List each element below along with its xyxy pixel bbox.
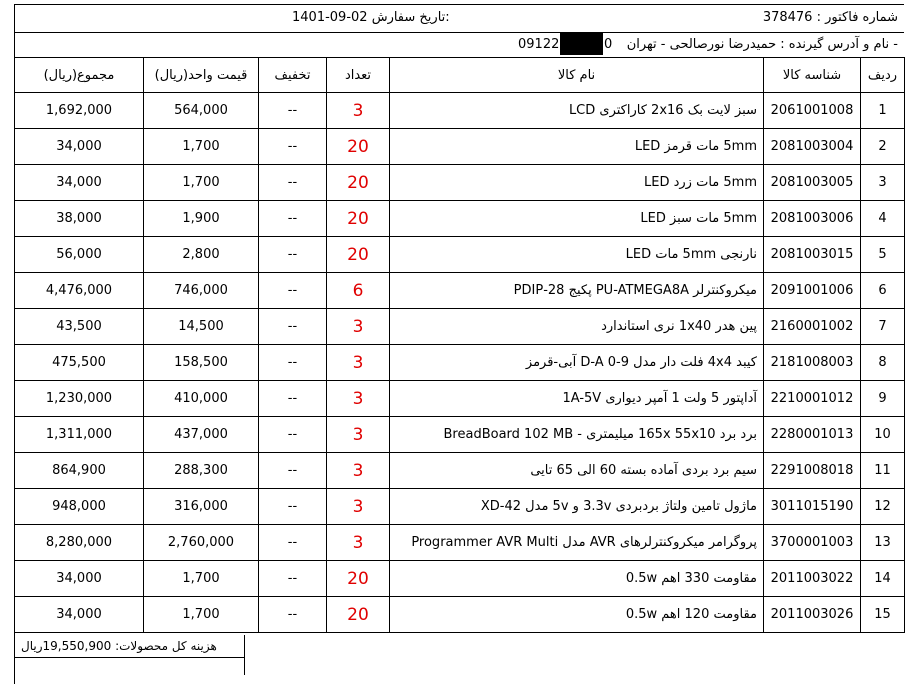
discount: -- xyxy=(259,345,327,381)
product-name: پین هدر 1x40 نری استاندارد xyxy=(390,309,764,345)
col-qty-header: تعداد xyxy=(327,58,390,93)
product-name: نارنجی 5mm مات LED xyxy=(390,237,764,273)
line-total: 34,000 xyxy=(15,129,144,165)
discount: -- xyxy=(259,165,327,201)
table-row xyxy=(15,201,905,237)
recipient-value: حمیدرضا نورصالحی - تهران - xyxy=(626,37,898,52)
unit-price: 288,300 xyxy=(144,453,259,489)
table-row xyxy=(15,381,905,417)
line-total: 1,230,000 xyxy=(15,381,144,417)
row-index: 2 xyxy=(861,129,905,165)
product-code: 2160001002 xyxy=(764,309,861,345)
product-code: 2280001013 xyxy=(764,417,861,453)
quantity: 3 xyxy=(327,453,390,489)
unit-price: 2,800 xyxy=(144,237,259,273)
order-date xyxy=(292,10,450,25)
line-total: 43,500 xyxy=(15,309,144,345)
col-index-header: ردیف xyxy=(861,58,905,93)
quantity: 20 xyxy=(327,201,390,237)
product-name: مقاومت 120 اهم 0.5w xyxy=(390,597,764,633)
footer-divider xyxy=(14,657,245,658)
product-name: پروگرامر میکروکنترلرهای AVR مدل Programmer AVR Multi xyxy=(390,525,764,561)
product-name: سبز لایت بک 2x16 کاراکتری LCD xyxy=(390,93,764,129)
product-code: 2081003005 xyxy=(764,165,861,201)
invoice-label: شماره فاکتور : xyxy=(816,10,898,25)
unit-price: 564,000 xyxy=(144,93,259,129)
quantity: 3 xyxy=(327,93,390,129)
quantity: 3 xyxy=(327,345,390,381)
table-row xyxy=(15,309,905,345)
quantity: 20 xyxy=(327,165,390,201)
table-row xyxy=(15,561,905,597)
product-name: مقاومت 330 اهم 0.5w xyxy=(390,561,764,597)
line-total: 4,476,000 xyxy=(15,273,144,309)
row-index: 11 xyxy=(861,453,905,489)
line-total: 475,500 xyxy=(15,345,144,381)
product-code: 3011015190 xyxy=(764,489,861,525)
product-code: 2081003004 xyxy=(764,129,861,165)
quantity: 20 xyxy=(327,561,390,597)
row-index: 3 xyxy=(861,165,905,201)
line-total: 34,000 xyxy=(15,165,144,201)
product-name: ماژول تامین ولتاژ بردبردی 3.3v و 5v مدل 42-XD xyxy=(390,489,764,525)
row-index: 7 xyxy=(861,309,905,345)
product-code: 3700001003 xyxy=(764,525,861,561)
table-row xyxy=(15,237,905,273)
quantity: 3 xyxy=(327,309,390,345)
discount: -- xyxy=(259,237,327,273)
invoice-number-label xyxy=(763,10,898,25)
unit-price: 410,000 xyxy=(144,381,259,417)
unit-price: 746,000 xyxy=(144,273,259,309)
product-code: 2210001012 xyxy=(764,381,861,417)
row-index: 14 xyxy=(861,561,905,597)
line-total: 1,692,000 xyxy=(15,93,144,129)
table-row xyxy=(15,453,905,489)
table-row xyxy=(15,165,905,201)
quantity: 3 xyxy=(327,381,390,417)
row-index: 1 xyxy=(861,93,905,129)
quantity: 3 xyxy=(327,525,390,561)
order-date-label: تاریخ سفارش: xyxy=(371,10,450,25)
table-row xyxy=(15,93,905,129)
col-discount-header: تخفیف xyxy=(259,58,327,93)
quantity: 20 xyxy=(327,129,390,165)
table-row xyxy=(15,417,905,453)
row-index: 4 xyxy=(861,201,905,237)
quantity: 20 xyxy=(327,237,390,273)
unit-price: 1,900 xyxy=(144,201,259,237)
discount: -- xyxy=(259,273,327,309)
discount: -- xyxy=(259,309,327,345)
discount: -- xyxy=(259,525,327,561)
recipient-info xyxy=(627,37,898,52)
line-total: 34,000 xyxy=(15,597,144,633)
line-total: 8,280,000 xyxy=(15,525,144,561)
redaction-box xyxy=(560,32,603,55)
table-row xyxy=(15,597,905,633)
col-name-header: نام کالا xyxy=(390,58,764,93)
row-index: 12 xyxy=(861,489,905,525)
product-code: 2091001006 xyxy=(764,273,861,309)
row-index: 5 xyxy=(861,237,905,273)
product-name: 5mm مات قرمز LED xyxy=(390,129,764,165)
row-index: 10 xyxy=(861,417,905,453)
product-name: سیم برد بردی آماده بسته 60 الی 65 تایی xyxy=(390,453,764,489)
row-index: 8 xyxy=(861,345,905,381)
quantity: 6 xyxy=(327,273,390,309)
table-row xyxy=(15,345,905,381)
unit-price: 437,000 xyxy=(144,417,259,453)
discount: -- xyxy=(259,561,327,597)
product-code: 2181008003 xyxy=(764,345,861,381)
products-total-label: هزینه کل محصولات: xyxy=(115,639,217,653)
row-index: 15 xyxy=(861,597,905,633)
table-row xyxy=(15,525,905,561)
discount: -- xyxy=(259,129,327,165)
invoice-table xyxy=(14,57,905,633)
row-index: 6 xyxy=(861,273,905,309)
unit-price: 316,000 xyxy=(144,489,259,525)
line-total: 948,000 xyxy=(15,489,144,525)
product-code: 2061001008 xyxy=(764,93,861,129)
product-code: 2011003022 xyxy=(764,561,861,597)
products-total xyxy=(21,639,217,653)
products-total-value: 19,550,900ریال xyxy=(21,639,112,653)
product-name: 5mm مات زرد LED xyxy=(390,165,764,201)
discount: -- xyxy=(259,201,327,237)
unit-price: 1,700 xyxy=(144,129,259,165)
table-header-row xyxy=(15,58,905,93)
product-name: برد برد 165x 55x10 میلیمتری - BreadBoard 102 MB xyxy=(390,417,764,453)
discount: -- xyxy=(259,453,327,489)
product-name: 5mm مات سبز LED xyxy=(390,201,764,237)
phone-suffix: 0 xyxy=(604,37,613,52)
row-index: 9 xyxy=(861,381,905,417)
discount: -- xyxy=(259,381,327,417)
unit-price: 1,700 xyxy=(144,165,259,201)
recipient-label: نام و آدرس گیرنده : xyxy=(780,37,890,52)
line-total: 38,000 xyxy=(15,201,144,237)
phone-prefix: 09122 xyxy=(518,37,560,52)
unit-price: 2,760,000 xyxy=(144,525,259,561)
unit-price: 14,500 xyxy=(144,309,259,345)
product-code: 2081003015 xyxy=(764,237,861,273)
product-code: 2011003026 xyxy=(764,597,861,633)
unit-price: 1,700 xyxy=(144,597,259,633)
product-name: آداپتور 5 ولت 1 آمپر دیواری 1A-5V xyxy=(390,381,764,417)
line-total: 864,900 xyxy=(15,453,144,489)
col-code-header: شناسه کالا xyxy=(764,58,861,93)
discount: -- xyxy=(259,417,327,453)
order-date-value: 1401-09-02 xyxy=(292,10,368,25)
header-divider xyxy=(14,32,904,33)
line-total: 34,000 xyxy=(15,561,144,597)
col-unit-price-header: قیمت واحد(ریال) xyxy=(144,58,259,93)
product-name: میکروکنترلر PU-ATMEGA8A پکیج 28-PDIP xyxy=(390,273,764,309)
col-total-header: مجموع(ریال) xyxy=(15,58,144,93)
product-code: 2081003006 xyxy=(764,201,861,237)
product-name: کیبد 4x4 فلت دار مدل D-A 0-9 آبی-قرمز xyxy=(390,345,764,381)
table-row xyxy=(15,273,905,309)
discount: -- xyxy=(259,597,327,633)
table-row xyxy=(15,489,905,525)
quantity: 3 xyxy=(327,417,390,453)
line-total: 56,000 xyxy=(15,237,144,273)
product-code: 2291008018 xyxy=(764,453,861,489)
invoice-number: 378476 xyxy=(762,10,813,25)
unit-price: 158,500 xyxy=(144,345,259,381)
discount: -- xyxy=(259,489,327,525)
quantity: 3 xyxy=(327,489,390,525)
unit-price: 1,700 xyxy=(144,561,259,597)
table-row xyxy=(15,129,905,165)
row-index: 13 xyxy=(861,525,905,561)
quantity: 20 xyxy=(327,597,390,633)
line-total: 1,311,000 xyxy=(15,417,144,453)
discount: -- xyxy=(259,93,327,129)
